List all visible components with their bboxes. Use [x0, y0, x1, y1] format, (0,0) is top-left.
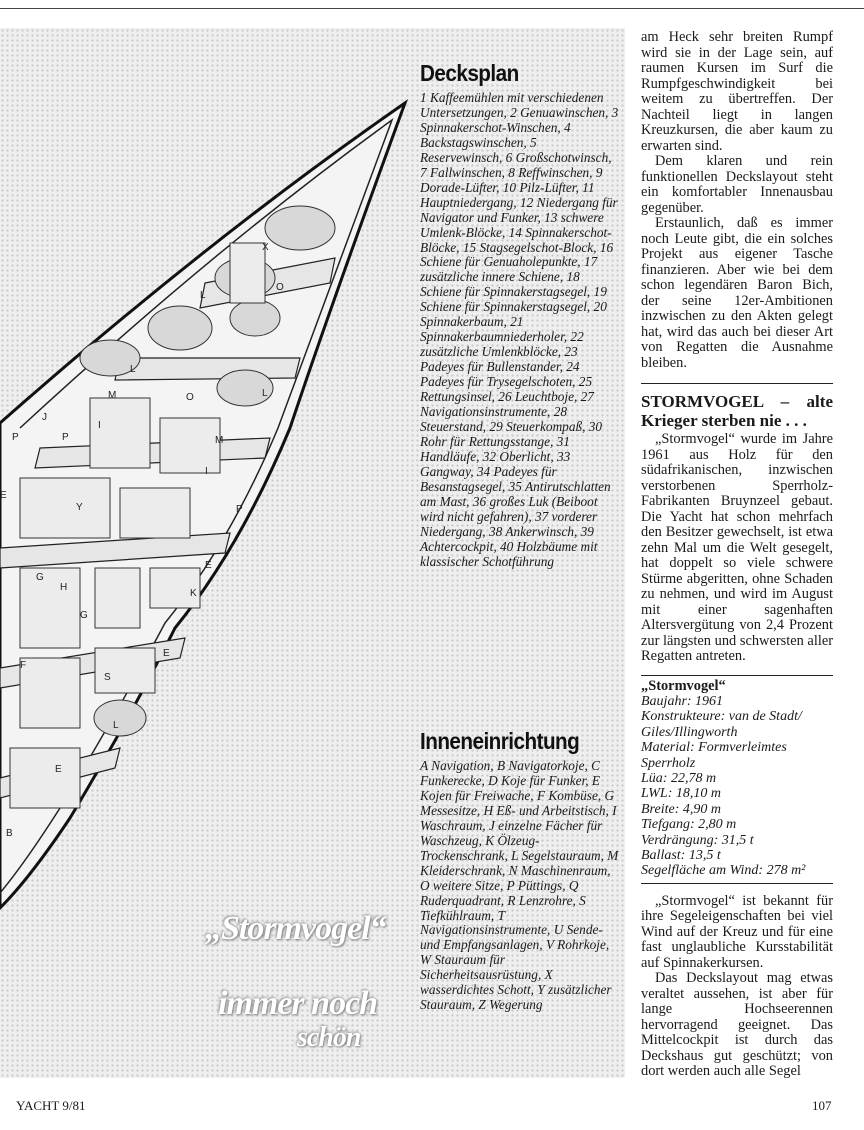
deck-plan-title: Decksplan	[420, 60, 519, 86]
overlay-headline-line3: schön	[297, 1022, 361, 1053]
deck-plan-section	[420, 60, 620, 570]
specs-title: „Stormvogel“	[641, 677, 726, 694]
label-m: M	[108, 390, 117, 401]
label-g: G	[80, 610, 88, 621]
label-p: P	[12, 432, 19, 443]
label-o: O	[276, 282, 284, 293]
label-x: X	[262, 242, 269, 253]
top-rule	[0, 8, 864, 9]
spec-line: Ballast: 13,5 t	[641, 848, 721, 864]
label-h: H	[60, 582, 68, 593]
label-e: E	[163, 648, 170, 659]
spec-line: Giles/Illingworth	[641, 724, 738, 740]
label-o: O	[186, 392, 194, 403]
paragraph: „Stormvogel“ wurde im Jahre 1961 aus Holz für den südafrikanischen, inzwischen verstorbenen Sperrholz-Fabrikanten Bruynzeel gebaut. Die Yacht hat schon mehrfach den Besitzer gewechselt, ist etwa zehn Mal um die Welt gesegelt, hat doppelt so viele schwere Stürme abgeritten, ohne Schaden zu nehmen, und wird im August mit einer sagenhaften Altersvergütung von 2,4 Prozent zur längsten und schwersten aller Regatten antreten.	[641, 431, 833, 664]
page-number: 107	[812, 1098, 832, 1113]
article-column	[641, 30, 833, 1080]
section-rule	[641, 383, 833, 384]
label-f: F	[20, 660, 27, 671]
spec-line: Sperrholz	[641, 755, 696, 771]
label-p: P	[62, 432, 69, 443]
specs-box	[641, 675, 833, 884]
label-l: L	[200, 290, 206, 301]
spec-line: Verdrängung: 31,5 t	[641, 832, 754, 848]
overlay-headline-line1: „Stormvogel“	[205, 910, 386, 947]
paragraph: Das Deckslayout mag etwas veraltet aussehen, ist aber für lange Hochseerennen hervorragend geeignet. Das Mittelcockpit ist durch das Deckshaus gut geschützt; von dort werden auch alle Segel	[641, 970, 833, 1080]
overlay-headline-line2: immer noch	[218, 985, 378, 1022]
paragraph: „Stormvogel“ ist bekannt für ihre Segeleigenschaften bei viel Wind auf der Kreuz und für eine fast unglaubliche Kursstabilität auf Spinnakerkursen.	[641, 892, 833, 971]
spec-line: Tiefgang: 2,80 m	[641, 817, 737, 833]
spec-line: Material: Formverleimtes	[641, 740, 787, 756]
interior-title: Inneneinrichtung	[420, 728, 580, 754]
label-l: L	[262, 388, 268, 399]
label-b: B	[6, 828, 13, 839]
spec-line: Baujahr: 1961	[641, 694, 724, 709]
label-i: I	[98, 420, 101, 431]
paragraph: Erstaunlich, daß es immer noch Leute gibt, die ein solches Projekt aus eigener Tasche finanzieren. Aber wie bei dem schon legendären Baron Bich, der seine 12er-Ambitionen inzwischen zu den Akten gelegt hat, wird das auch bei dieser Art von Regatten die Ausnahme bleiben.	[641, 215, 833, 371]
spec-line: Konstrukteure: van de Stadt/	[641, 709, 802, 725]
label-m: M	[215, 435, 224, 446]
label-s: S	[104, 672, 111, 683]
label-e: E	[0, 490, 7, 501]
deck-plan-caption: 1 Kaffeemühlen mit verschiedenen Untersetzungen, 2 Genuawinschen, 3 Spinnakerschot-Winschen, 4 Backstagswinschen, 5 Reservewinsch, 6 Großschotwinsch, 7 Fallwinschen, 8 Reffwinschen, 9 Dorade-Lüfter, 10 Pilz-Lüfter, 11 Hauptniedergang, 12 Niedergang für Navigator und Funker, 13 schwere Umlenk-Blöcke, 14 Spinnakerschot-Blöcke, 15 Stagsegelschot-Block, 16 Schiene für Genuaholepunkte, 17 zusätzliche innere Schiene, 18 Schiene für Spinnakerstagsegel, 19 Schiene für Spinnakerstagsegel, 20 Spinnakerbaum, 21 Spinnakerbaumniederholer, 22 zusätzliche Umlenkblöcke, 23 Padeyes für Bullenstander, 24 Padeyes für Trysegelschoten, 25 Rettungsinsel, 26 Leuchtboje, 27 Navigationsinstrumente, 28 Steuerstand, 29 Steuerkompaß, 30 Rohr für Rettungsstange, 31 Handläufe, 32 Oberlicht, 33 Gangway, 34 Padeyes für Besanstagsegel, 35 Antirutschlatten am Mast, 36 großes Luk (Beiboot wird nicht gefahren), 37 vorderer Niedergang, 38 Ankerwinsch, 39 Achtercockpit, 40 Holzbäume mit klassischer Schotführung	[420, 90, 619, 569]
footer-issue: YACHT 9/81	[16, 1098, 86, 1113]
label-l: L	[113, 720, 119, 731]
spec-line: Breite: 4,90 m	[641, 801, 721, 817]
label-l: L	[130, 364, 136, 375]
spec-line: Segelfläche am Wind: 278 m²	[641, 863, 806, 879]
label-g: G	[36, 572, 44, 583]
section-subhead: STORMVOGEL – alte Krieger sterben nie . . .	[641, 392, 833, 430]
label-e: E	[55, 764, 62, 775]
spec-line: LWL: 18,10 m	[641, 786, 721, 802]
label-y: Y	[76, 502, 83, 513]
label-j: J	[42, 412, 47, 423]
label-e: E	[205, 560, 212, 571]
label-k: K	[190, 588, 197, 599]
paragraph: Dem klaren und rein funktionellen Deckslayout steht ein komfortabler Innenausbau gegenüber.	[641, 153, 833, 216]
interior-section	[420, 728, 620, 1013]
spec-line: Lüa: 22,78 m	[641, 771, 717, 787]
label-p: P	[236, 504, 243, 515]
interior-caption: A Navigation, B Navigatorkoje, C Funkerecke, D Koje für Funker, E Kojen für Freiwache, F Kombüse, G Messesitze, H Eß- und Arbeitstisch, I Waschraum, J einzelne Fächer für Waschzeug, K Ölzeug-Trockenschrank, L Segelstauraum, M Kleiderschrank, N Maschinenraum, O weitere Sitze, P Püttings, Q Ruderquadrant, R Lenzrohre, S Tiefkühlraum, T Navigationsinstrumente, U Sende- und Empfangsanlagen, V Rohrkoje, W Stauraum für Sicherheitsausrüstung, X wasserdichtes Schott, Y zusätzlicher Stauraum, Z Wegerung	[420, 758, 619, 1013]
paragraph: am Heck sehr breiten Rumpf wird sie in der Lage sein, auf raumen Kursen im Surf die Rumpfgeschwindigkeit bei weitem zu übertreffen. Der Nachteil liegt in langen Kreuzkursen, die aber kaum zu erwarten sind.	[641, 29, 833, 154]
label-i: I	[205, 466, 208, 477]
